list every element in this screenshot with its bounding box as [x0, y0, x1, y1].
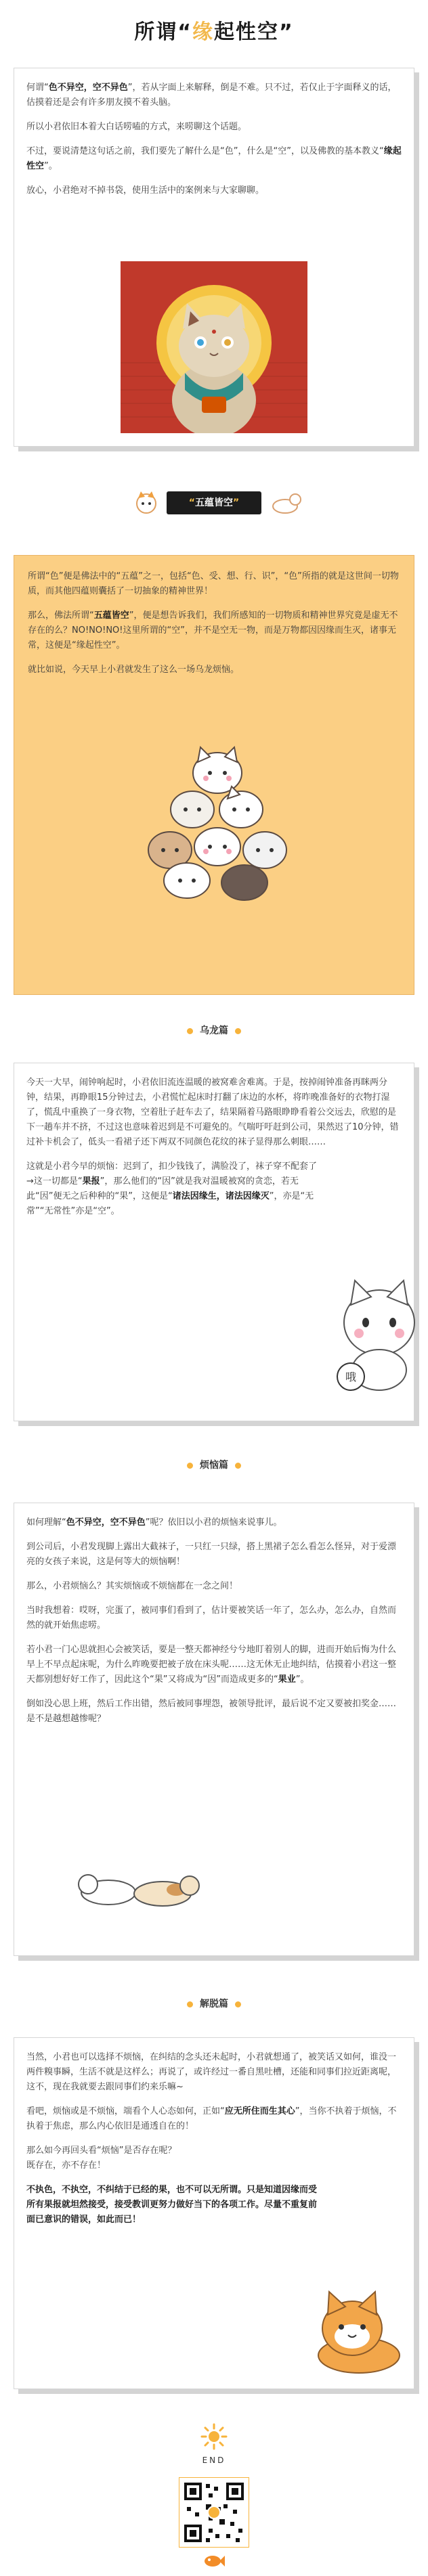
dot-icon: [235, 1463, 241, 1469]
page-title: [0, 15, 428, 45]
fannao-p2: 到公司后，小君发现脚上露出大截袜子，一只红一只绿，搭上黑裙子怎么看怎么怪异，对于爱漂亮的女孩子来说，这是何等大的烦恼啊！: [26, 1542, 397, 1567]
tag-cat-left: [133, 489, 160, 516]
cat-pile-illustration: [133, 735, 302, 904]
fannao-p5: 若小君一门心思就担心会被笑话，要是一整天都神经兮兮地盯着别人的脚，进而开始后悔为什么早上不早点起床呢，为什么昨晚要把被子放在床头呢……这无休无止地纠结，估摸着小君这一整天都别想好好工作了，因此这个“果”又将成为“因”而造成更多的“果业”。: [26, 1645, 397, 1685]
orange-p1: 所谓“色”便是佛法中的“五蕴”之一，包括“色、受、想、行、识”，“色”所指的就是这世间一切物质，而其他四蕴则囊括了一切抽象的精神世界！: [28, 571, 399, 596]
wulong-p2: 这就是小君今早的烦恼：迟到了，扣少钱钱了，满脸没了，袜子穿不配套了→这一切都是“果报”，那么他们的“因”就是我对温暖被窝的贪恋，若无此“因”便无之后种种的“果”，这便是“诸法因缘生，诸法因缘灭”，亦是“无常”“无常性”亦是“空”。: [26, 1161, 318, 1216]
title-part: 起性空”: [214, 20, 294, 44]
fannao-p1: 如何理解“色不异空，空不异色”呢？依旧以小君的烦恼来说事儿。: [26, 1517, 282, 1528]
section-title-wulong: 乌龙篇: [0, 1023, 428, 1037]
dot-icon: [187, 1028, 193, 1034]
title-highlight: 缘: [192, 20, 214, 44]
orange-p3: 就比如说，今天早上小君就发生了这么一场乌龙烦恼。: [28, 665, 240, 675]
fish-icon: [202, 2552, 226, 2571]
intro-p4: 放心，小君绝对不掉书袋，使用生活中的案例来与大家聊聊。: [26, 185, 265, 196]
orange-p2: 那么，佛法所谓“五蕴皆空”，便是想告诉我们，我们所感知的一切物质和精神世界究竟是虚无不存在的么？NO!NO!NO!这里所谓的“空”，并不是空无一物，而是万物都因因缘而生灭，诸事无常，这便是“缘起性空”。: [28, 610, 398, 650]
section-title-fannao: 烦恼篇: [0, 1458, 428, 1471]
end-label: END: [202, 2456, 226, 2465]
jietuo-p4: 不执色，不执空，不纠结于已经的果，也不可以无所谓。只是知道因缘而受所有果报就坦然接受，接受教训更努力做好当下的各项工作。尽量不重复前面已意识的错误，如此而已！: [26, 2185, 318, 2225]
lying-cats-illustration: [74, 1859, 203, 1913]
dot-icon: [235, 1028, 241, 1034]
buddha-cat-illustration: [121, 261, 307, 433]
jietuo-p1: 当然，小君也可以选择不烦恼，在纠结的念头还未起时，小君就想通了，被笑话又如何，谁没一两件糗事瞬，生活不就是这样么；再说了，或许经过一番自黑吐槽，还能和同事们拉近距离呢，这不，现在我就要去跟同事们约来乐嘛~: [26, 2052, 397, 2092]
title-part: 所谓“: [134, 20, 192, 44]
qr-code-image: [179, 2477, 249, 2548]
fannao-p6: 倒如没心思上班，然后工作出错，然后被同事埋怨，被领导批评，最后说不定又要被扣奖金……是不是越想越惨呢？: [26, 1699, 397, 1724]
intro-p2: 所以小君依旧本着大白话唠嗑的方式，来唠聊这个话题。: [26, 122, 247, 132]
fannao-p4: 当时我想着：哎呀，完蛋了，被同事们看到了，估计要被笑话一年了，怎么办，怎么办，自然而然的就开始焦虑唠。: [26, 1605, 397, 1630]
jietuo-p2: 看吧，烦恼或是不烦恼，端看个人心态如何，正如“应无所住而生其心”，当你不执着于烦恼，不执着于焦虑，那么内心依旧是通透自在的！: [26, 2106, 397, 2131]
intro-p3: 不过，要说清楚这句话之前，我们要先了解什么是“色”，什么是“空”，以及佛教的基本教义“缘起性空”。: [26, 146, 402, 171]
dot-icon: [235, 2001, 241, 2007]
jietuo-p3: 那么如今再回头看“烦恼”是否存在呢？ 既存在，亦不存在！: [26, 2146, 177, 2171]
tag-cat-right: [268, 489, 302, 516]
five-aggregates-tag: “五蕴皆空”: [167, 491, 261, 514]
svg-text:哦: 哦: [345, 1371, 357, 1383]
peeking-cat-illustration: [332, 1275, 420, 1397]
fannao-card: [14, 1503, 414, 1956]
intro-p1: 何谓“色不异空，空不异色”，若从字面上来解释，倒是不难。只不过，若仅止于字面释义的话，估摸着还是会有许多朋友摸不着头脑。: [26, 83, 397, 108]
orange-cat-illustration: [312, 2288, 413, 2376]
fannao-p3: 那么，小君烦恼么？其实烦恼或不烦恼都在一念之间！: [26, 1581, 238, 1591]
section-title-jietuo: 解脱篇: [0, 1997, 428, 2010]
wulong-p1: 今天一大早，闹钟响起时，小君依旧流连温暖的被窝难舍难离。于是，按掉闹钟准备再眯两分钟，结果，再睁眼15分钟过去，小君慌忙起床时打翻了床边的水杯，将昨晚准备好的衣物打湿了，慌乱中重换了一身衣物，空着肚子赶车去了，结果隔着马路眼睁睁看着公交远去，欣慰的是下一趟车并不挤，不过这也意味着迟到是不可避免的。气喘吁吁赶到公司，果然迟了10分钟，错过补卡机会了，低头一看裙子还下两双不同颜色花纹的袜子显得那么刺眼……: [26, 1078, 399, 1147]
dot-icon: [187, 2001, 193, 2007]
dot-icon: [187, 1463, 193, 1469]
sun-icon: [200, 2423, 228, 2450]
